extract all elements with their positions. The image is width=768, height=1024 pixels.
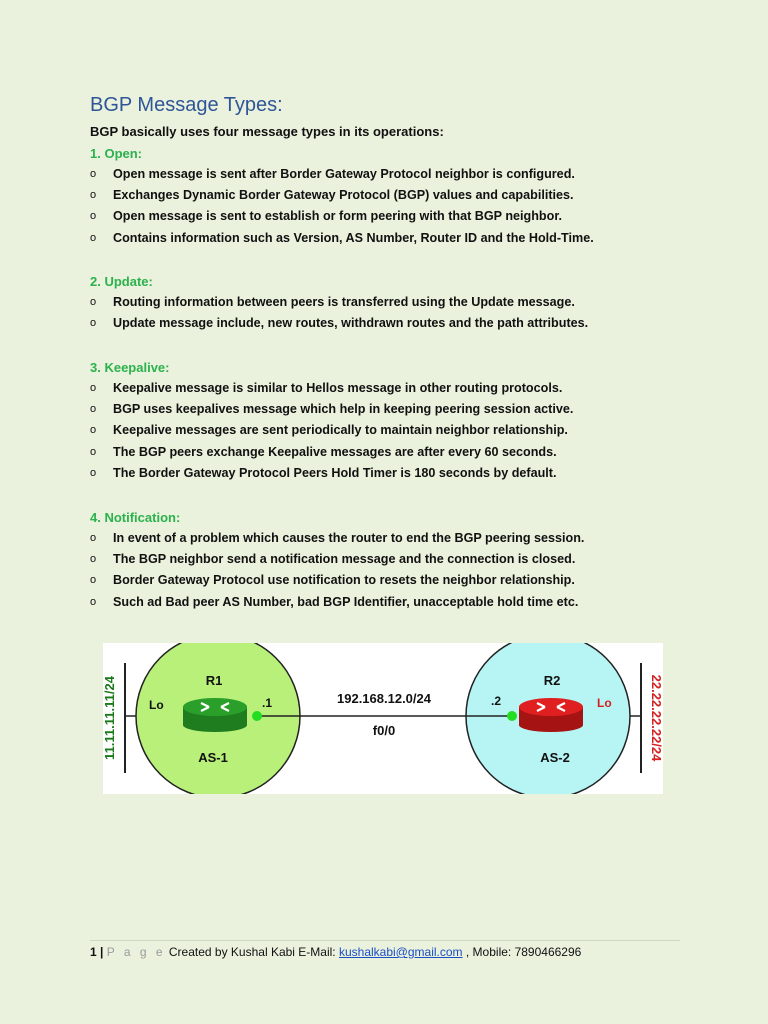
bullet-list (90, 528, 690, 613)
list-item-text: In event of a problem which causes the router to end the BGP peering session. (113, 531, 585, 545)
footer-mobile: , Mobile: 7890466296 (465, 945, 582, 959)
right-network-label: 22.22.22.22/24 (649, 674, 663, 762)
section-heading: 4. Notification: (90, 510, 181, 525)
list-item (90, 399, 690, 420)
lo-right-label: Lo (597, 696, 612, 710)
bullet-mark: o (90, 382, 97, 394)
r2-label: R2 (543, 673, 561, 688)
r1-label: R1 (205, 673, 223, 688)
bullet-mark: o (90, 168, 97, 180)
bullet-list (90, 292, 690, 334)
link-interface-label: f0/0 (372, 723, 396, 738)
intro-text: BGP basically uses four message types in its operations: (90, 124, 444, 139)
list-item (90, 420, 690, 441)
r1-ip-label: .1 (262, 696, 273, 710)
footer-created: Created by Kushal Kabi E-Mail: (168, 945, 336, 959)
section-open (90, 144, 690, 249)
list-item-text: Routing information between peers is transferred using the Update message. (113, 295, 575, 309)
list-item-text: Exchanges Dynamic Border Gateway Protocol (BGP) values and capabilities. (113, 188, 574, 203)
bullet-list (90, 378, 690, 484)
left-network-label: 11.11.11.11/24 (103, 676, 117, 760)
bullet-mark: o (90, 231, 97, 244)
list-item (90, 185, 690, 206)
list-item (90, 206, 690, 227)
list-item-text: The Border Gateway Protocol Peers Hold Timer is 180 seconds by default. (113, 465, 557, 480)
bullet-mark: o (90, 317, 97, 330)
list-item (90, 164, 690, 185)
section-heading: 2. Update: (90, 274, 153, 289)
page-word: P a g e (106, 945, 166, 959)
list-item-text: The BGP peers exchange Keepalive messages are after every 60 seconds. (113, 444, 557, 459)
r2-ip-label: .2 (491, 694, 502, 708)
page-number: 1 (90, 945, 97, 959)
r2-router-icon (519, 698, 583, 732)
section-heading: 3. Keepalive: (90, 360, 170, 375)
list-item (90, 313, 690, 334)
r1-interface-dot (252, 711, 262, 721)
list-item-text: Contains information such as Version, AS Number, Router ID and the Hold-Time. (113, 230, 594, 245)
list-item (90, 378, 690, 399)
footer-separator: | (100, 945, 104, 959)
bullet-mark: o (90, 466, 97, 479)
list-item-text: BGP uses keepalives message which help in keeping peering session active. (113, 402, 574, 417)
as2-label: AS-2 (540, 750, 570, 765)
bullet-mark: o (90, 189, 97, 202)
list-item-text: Open message is sent to establish or form peering with that BGP neighbor. (113, 209, 563, 224)
r2-interface-dot (507, 711, 517, 721)
bullet-mark: o (90, 574, 97, 587)
bullet-mark: o (90, 595, 97, 608)
bullet-mark: o (90, 296, 97, 308)
list-item (90, 549, 690, 570)
list-item (90, 292, 690, 313)
link-subnet-label: 192.168.12.0/24 (337, 691, 431, 706)
list-item (90, 442, 690, 463)
bullet-mark: o (90, 532, 97, 544)
lo-left-label: Lo (149, 698, 164, 712)
list-item (90, 592, 690, 613)
list-item-text: Open message is sent after Border Gateway Protocol neighbor is configured. (113, 167, 575, 181)
list-item (90, 528, 690, 549)
footer-divider (90, 940, 680, 941)
list-item (90, 570, 690, 591)
bullet-mark: o (90, 424, 97, 437)
section-keepalive (90, 358, 690, 484)
bullet-mark: o (90, 210, 97, 223)
section-notification (90, 508, 690, 613)
as1-label: AS-1 (198, 750, 228, 765)
email-link[interactable]: kushalkabi@gmail.com (338, 945, 463, 959)
bullet-list (90, 164, 690, 249)
topology-svg (103, 643, 663, 794)
list-item-text: Border Gateway Protocol use notification to resets the neighbor relationship. (113, 573, 575, 588)
section-update (90, 272, 690, 334)
list-item-text: Keepalive message is similar to Hellos message in other routing protocols. (113, 381, 563, 395)
list-item-text: The BGP neighbor send a notification message and the connection is closed. (113, 552, 576, 567)
bullet-mark: o (90, 403, 97, 416)
bullet-mark: o (90, 445, 97, 458)
bullet-mark: o (90, 553, 97, 566)
bgp-topology-diagram (103, 643, 663, 794)
r1-router-icon (183, 698, 247, 732)
list-item (90, 463, 690, 484)
section-heading: 1. Open: (90, 146, 143, 161)
list-item-text: Such ad Bad peer AS Number, bad BGP Identifier, unacceptable hold time etc. (113, 594, 579, 609)
list-item (90, 228, 690, 249)
list-item-text: Update message include, new routes, withdrawn routes and the path attributes. (113, 316, 589, 331)
list-item-text: Keepalive messages are sent periodically to maintain neighbor relationship. (113, 423, 568, 438)
page-footer (90, 945, 581, 959)
page-title: BGP Message Types: (90, 94, 283, 116)
